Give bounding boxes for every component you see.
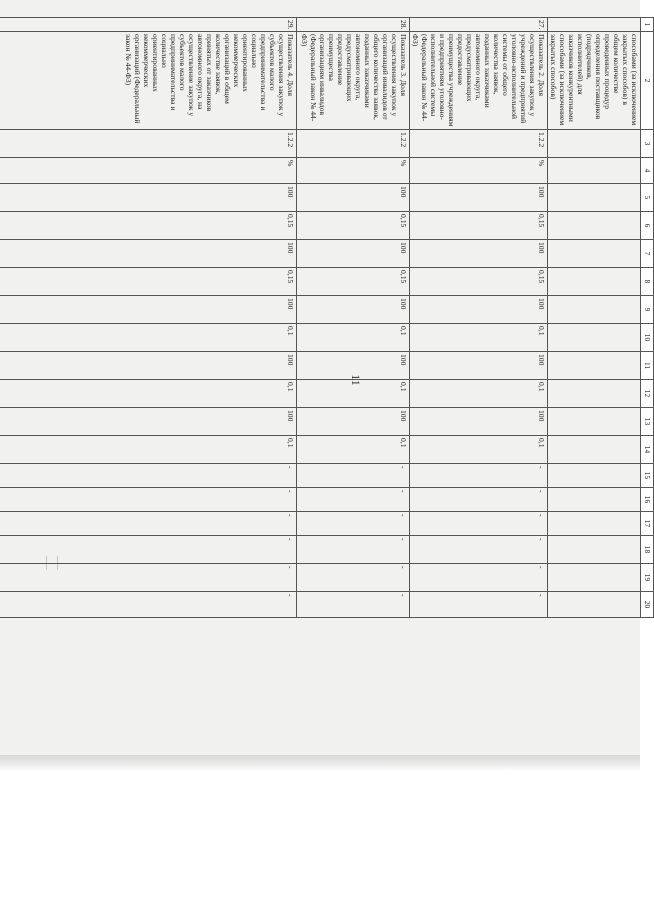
value-cell — [548, 408, 641, 436]
value-cell — [548, 268, 641, 296]
value-cell: 0,1 — [410, 324, 548, 352]
col-header: 17 — [641, 512, 654, 536]
value-cell: 0,1 — [297, 324, 410, 352]
col-header: 20 — [641, 592, 654, 618]
value-cell: - — [0, 592, 297, 618]
col-header: 14 — [641, 436, 654, 464]
col-header: 15 — [641, 464, 654, 488]
value-cell: - — [410, 464, 548, 488]
col-header: 7 — [641, 240, 654, 268]
value-cell: 0,15 — [297, 268, 410, 296]
value-cell — [548, 512, 641, 536]
value-cell: 0,1 — [410, 380, 548, 408]
value-cell: - — [410, 488, 548, 512]
value-cell: - — [410, 564, 548, 592]
value-cell: 100 — [410, 296, 548, 324]
column-number-row — [641, 18, 654, 618]
col-header: 11 — [641, 352, 654, 380]
indicator-name: Показатель 4. Доля осуществления закупок у субъектов малого предпринимательства и социально ориентированных некоммерческих организаций в общем количестве заявок, принятых от заказчиков автономного округа, на осуществление закупок у субъектов малого предпринимательства и социально ориентированных некоммерческих организаций (Федеральный закон № 44-ФЗ) — [0, 32, 297, 130]
page-edge-shadow — [0, 755, 640, 771]
col-header: 4 — [641, 158, 654, 184]
value-cell — [548, 324, 641, 352]
value-cell: 100 — [297, 240, 410, 268]
value-cell: 0,1 — [0, 380, 297, 408]
value-cell: 100 — [410, 352, 548, 380]
value-cell — [548, 212, 641, 240]
indicator-name: способами (за исключением закрытых способов) в общем количестве проведенных процедур определения поставщиков (подрядчиков, исполнителей) для заказчиков конкурентными способами (за исключением закрытых способов) — [548, 32, 641, 130]
value-cell — [548, 464, 641, 488]
value-cell: - — [297, 512, 410, 536]
value-cell: - — [0, 564, 297, 592]
value-cell: 100 — [297, 352, 410, 380]
value-cell — [548, 130, 641, 158]
col-header: 1 — [641, 18, 654, 32]
col-header: 16 — [641, 488, 654, 512]
value-cell — [548, 240, 641, 268]
value-cell: - — [0, 536, 297, 564]
value-cell: % — [297, 158, 410, 184]
row-number: 27. — [410, 18, 548, 32]
value-cell: - — [0, 488, 297, 512]
value-cell: 0,15 — [0, 212, 297, 240]
value-cell — [548, 296, 641, 324]
value-cell: 100 — [0, 240, 297, 268]
value-cell: - — [410, 592, 548, 618]
value-cell: % — [410, 158, 548, 184]
value-cell: 1.2.2 — [410, 130, 548, 158]
value-cell — [548, 184, 641, 212]
value-cell: 100 — [0, 352, 297, 380]
value-cell: 100 — [410, 240, 548, 268]
indicators-table — [0, 17, 654, 618]
value-cell — [548, 536, 641, 564]
value-cell: - — [297, 564, 410, 592]
col-header: 6 — [641, 212, 654, 240]
value-cell: - — [297, 536, 410, 564]
value-cell — [548, 488, 641, 512]
value-cell: - — [0, 512, 297, 536]
value-cell: 0,15 — [297, 212, 410, 240]
indicator-name: Показатель 2. Доля осуществления закупок у учреждений и предприятий уголовно-исполнительной системы от общего количества заявок, поданных заказчиками автономного округа, предусматривающих предоставление преимущества учреждениям и предприятиям уголовно-исполнительной системы (Федеральный закон № 44-ФЗ) — [410, 32, 548, 130]
col-header: 13 — [641, 408, 654, 436]
value-cell: - — [297, 592, 410, 618]
row-number — [548, 18, 641, 32]
value-cell: 0,1 — [0, 324, 297, 352]
table-row — [548, 18, 641, 618]
col-header: 10 — [641, 324, 654, 352]
value-cell — [548, 564, 641, 592]
value-cell: 0,15 — [410, 268, 548, 296]
page-number: 11 — [349, 374, 363, 386]
value-cell: - — [410, 536, 548, 564]
value-cell: 100 — [297, 184, 410, 212]
value-cell: - — [297, 488, 410, 512]
value-cell: 100 — [297, 296, 410, 324]
value-cell — [548, 436, 641, 464]
value-cell: 0,1 — [410, 436, 548, 464]
value-cell: 100 — [297, 408, 410, 436]
value-cell: 0,15 — [0, 268, 297, 296]
col-header: 12 — [641, 380, 654, 408]
value-cell: 1.2.2 — [297, 130, 410, 158]
indicator-name: Показатель 3. Доля осуществления закупок у организаций инвалидов от общего количества заявок, поданных заказчиками автономного округа, предусматривающих предоставление преимущества организациям инвалидов (Федеральный закон № 44-ФЗ) — [297, 32, 410, 130]
col-header: 3 — [641, 130, 654, 158]
table-row — [0, 18, 297, 618]
value-cell: % — [0, 158, 297, 184]
col-header: 8 — [641, 268, 654, 296]
value-cell: 0,1 — [297, 380, 410, 408]
value-cell: 0,15 — [410, 212, 548, 240]
col-header: 19 — [641, 564, 654, 592]
value-cell: - — [297, 464, 410, 488]
table-row — [297, 18, 410, 618]
col-header: 18 — [641, 536, 654, 564]
value-cell: 100 — [0, 296, 297, 324]
value-cell — [548, 352, 641, 380]
value-cell: 100 — [410, 184, 548, 212]
value-cell: - — [0, 464, 297, 488]
value-cell: 1.2.2 — [0, 130, 297, 158]
col-header: 5 — [641, 184, 654, 212]
value-cell: 100 — [0, 408, 297, 436]
row-number: 28. — [297, 18, 410, 32]
value-cell: - — [410, 512, 548, 536]
value-cell: 0,1 — [0, 436, 297, 464]
value-cell — [548, 592, 641, 618]
col-header: 9 — [641, 296, 654, 324]
table-row — [410, 18, 548, 618]
row-number: 29. — [0, 18, 297, 32]
value-cell: 0,1 — [297, 436, 410, 464]
rotated-table-container — [0, 17, 654, 609]
value-cell: 100 — [0, 184, 297, 212]
value-cell — [548, 158, 641, 184]
value-cell: 100 — [410, 408, 548, 436]
value-cell — [548, 380, 641, 408]
col-header: 2 — [641, 32, 654, 130]
